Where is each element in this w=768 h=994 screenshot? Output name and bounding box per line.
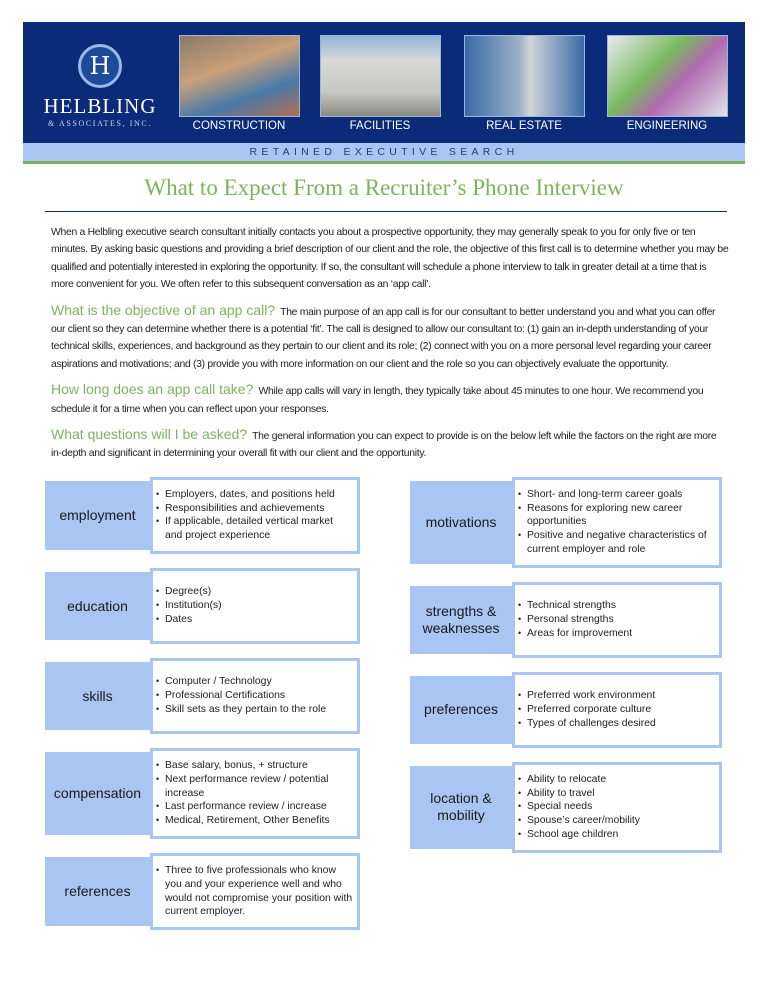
logo-name: HELBLING: [43, 94, 157, 118]
topic-label: location & mobility: [410, 766, 512, 849]
list-item: • Last performance review / increase: [155, 800, 353, 814]
fit-factors-column: [410, 477, 722, 930]
topic-details: [512, 762, 722, 853]
section-questions: [51, 426, 729, 463]
topic-label: education: [45, 572, 150, 640]
topic-cards: [45, 477, 735, 930]
list-item: • Preferred work environment: [517, 689, 656, 703]
list-item: • Types of challenges desired: [517, 717, 656, 731]
topic-label: strengths & weaknesses: [410, 586, 512, 654]
list-item: • Technical strengths: [517, 599, 632, 613]
detail-list: [155, 488, 353, 543]
topic-details: [512, 672, 722, 748]
page-title: What to Expect From a Recruiter’s Phone Interview: [144, 175, 624, 200]
detail-list: [155, 585, 222, 626]
topic-details: [150, 477, 360, 554]
section-text: The main purpose of an app call is for our consultant to better understand you and what you can offer our client so they can determine whether there is a potential ‘fit’. The call is designed to allow our consultant to: (1) gain an in-depth understanding of your technical skills, experiences, and background as they pertain to our client and its role; (2) connect with you on a more personal level regarding your career aspirations and motivations; and (3) provide you with more information on our client and the role so you can objectively evaluate the opportunity.: [51, 306, 716, 370]
section-heading: What questions will I be asked?: [51, 426, 248, 443]
list-item: • Personal strengths: [517, 613, 632, 627]
topic-details: [512, 582, 722, 658]
topic-row: [45, 477, 360, 554]
logo-mark: H: [78, 44, 122, 88]
category-construction: CONSTRUCTION: [192, 120, 286, 132]
list-item: • Short- and long-term career goals: [517, 488, 715, 502]
topic-label: preferences: [410, 676, 512, 744]
topic-details: [150, 658, 360, 734]
detail-list: [155, 759, 353, 828]
list-item: • Areas for improvement: [517, 627, 632, 641]
category-engineering: ENGINEERING: [626, 120, 708, 132]
detail-list: [517, 773, 640, 842]
tagline: RETAINED EXECUTIVE SEARCH: [23, 143, 745, 161]
category-facilities: FACILITIES: [349, 120, 411, 132]
list-item: • Dates: [155, 613, 222, 627]
topic-details: [150, 748, 360, 839]
list-item: • Employers, dates, and positions held: [155, 488, 353, 502]
topic-row: [410, 672, 722, 748]
topic-details: [150, 853, 360, 930]
list-item: • Three to five professionals who know you and your experience well and who would not compromise your position with current employer.: [155, 864, 353, 919]
list-item: • Spouse’s career/mobility: [517, 814, 640, 828]
topic-label: employment: [45, 481, 150, 550]
topic-details: [150, 568, 360, 644]
list-item: • Special needs: [517, 800, 640, 814]
detail-list: [155, 864, 353, 919]
topic-row: [45, 853, 360, 930]
topic-row: [410, 582, 722, 658]
topic-label: references: [45, 857, 150, 926]
list-item: • Ability to travel: [517, 787, 640, 801]
intro-paragraph: When a Helbling executive search consultant initially contacts you about a prospective opportunity, they may generally speak to you for only five or ten minutes. By asking basic questions and providing a brief description of our client and the role, the objective of this first call is to determine whether you may be qualified and potentially interested in exploring the opportunity. If so, the consultant will schedule a phone interview to talk in greater detail at a time that is more convenient for you. We often refer to this subsequent conversation as an ‘app call’.: [51, 227, 729, 291]
detail-list: [517, 689, 656, 730]
list-item: • Preferred corporate culture: [517, 703, 656, 717]
logo-subtitle: & ASSOCIATES, INC.: [48, 119, 152, 128]
list-item: • Degree(s): [155, 585, 222, 599]
section-heading: How long does an app call take?: [51, 381, 254, 398]
list-item: • Institution(s): [155, 599, 222, 613]
list-item: • Reasons for exploring new career opportunities: [517, 502, 715, 530]
category-real-estate: REAL ESTATE: [486, 120, 562, 132]
topic-label: motivations: [410, 481, 512, 564]
list-item: • Professional Certifications: [155, 689, 326, 703]
topic-label: skills: [45, 662, 150, 730]
topic-row: [45, 568, 360, 644]
list-item: • Medical, Retirement, Other Benefits: [155, 814, 353, 828]
section-text: While app calls will vary in length, they typically take about 45 minutes to one hour. We recommend you schedule it for a time when you can reflect upon your responses.: [51, 386, 704, 415]
topic-details: [512, 477, 722, 568]
topic-row: [410, 762, 722, 853]
list-item: • Computer / Technology: [155, 675, 326, 689]
topic-label: compensation: [45, 752, 150, 835]
topic-row: [410, 477, 722, 568]
list-item: • Next performance review / potential increase: [155, 773, 353, 801]
detail-list: [517, 488, 715, 557]
section-heading: What is the objective of an app call?: [51, 301, 276, 318]
list-item: • Responsibilities and achievements: [155, 502, 353, 516]
detail-list: [155, 675, 326, 716]
section-length: [51, 381, 729, 418]
general-info-column: [45, 477, 360, 930]
list-item: • Ability to relocate: [517, 773, 640, 787]
list-item: • Base salary, bonus, + structure: [155, 759, 353, 773]
list-item: • School age children: [517, 828, 640, 842]
detail-list: [517, 599, 632, 640]
section-text: The general information you can expect to provide is on the below left while the factors on the right are more in-depth and significant in determining your overall fit with our client and the opportunity.: [51, 431, 717, 460]
section-objective: [51, 302, 729, 374]
list-item: • Positive and negative characteristics of current employer and role: [517, 529, 715, 557]
list-item: • Skill sets as they pertain to the role: [155, 703, 326, 717]
list-item: • If applicable, detailed vertical market and project experience: [155, 515, 353, 543]
topic-row: [45, 748, 360, 839]
topic-row: [45, 658, 360, 734]
